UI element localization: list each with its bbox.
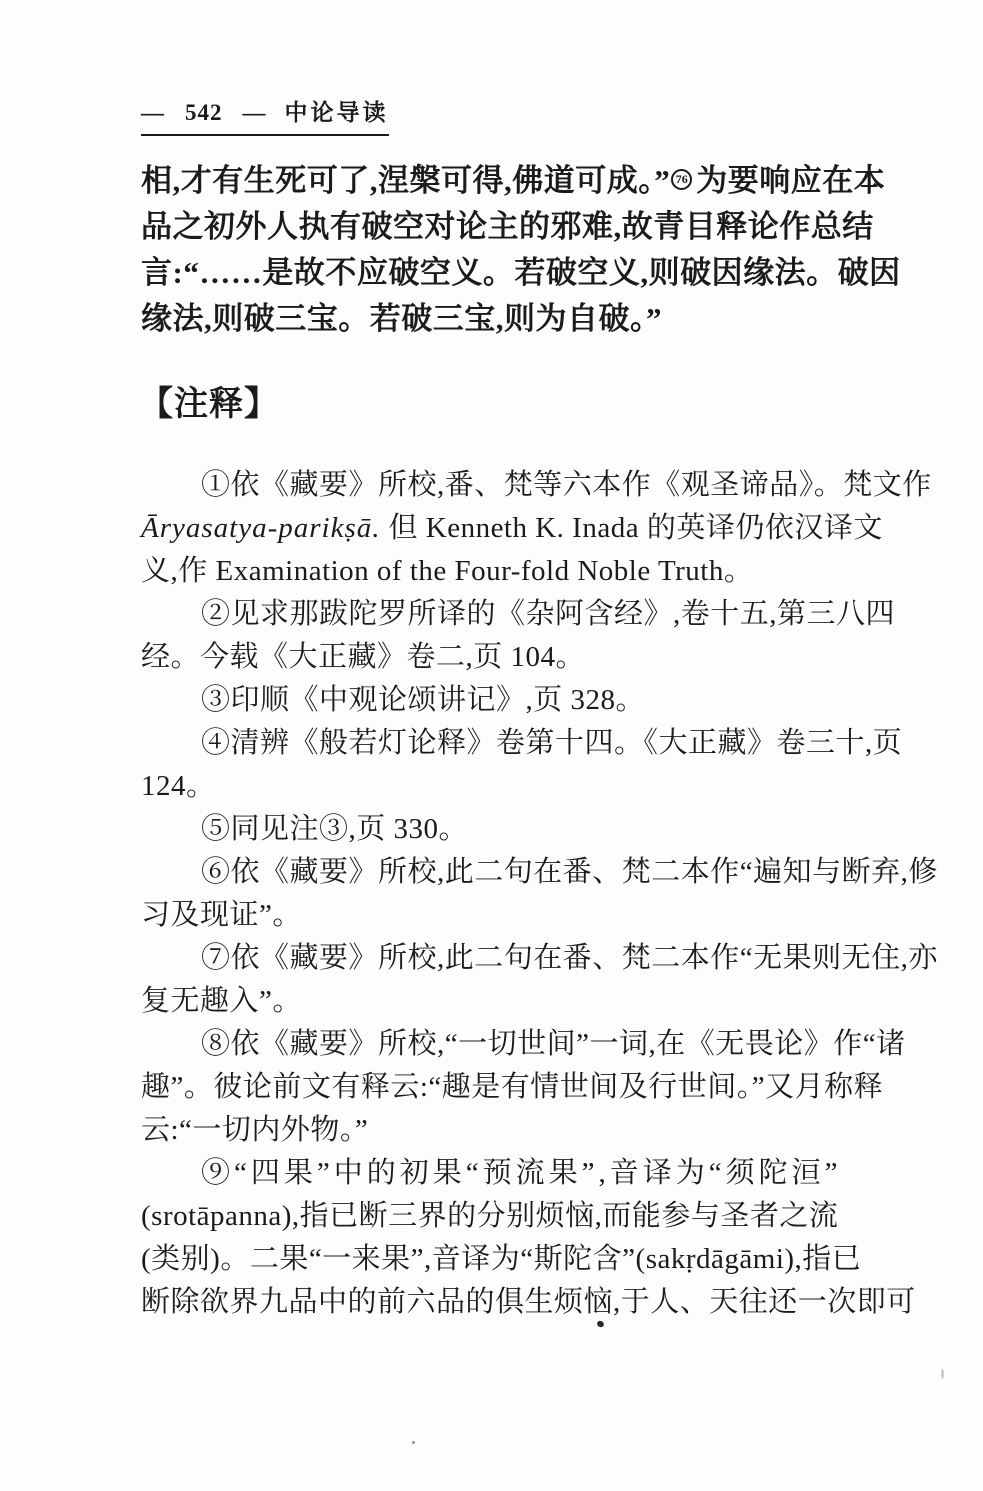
note-item-7 [141,937,938,1023]
note-line: 云:“一切内外物。” [141,1114,369,1146]
running-header [141,94,389,136]
note-ref-superscript: 76 [671,169,692,190]
note-line: ④清辨《般若灯论释》卷第十四。《大正藏》卷三十,页 [201,727,903,759]
note-line: ③印顺《中观论颂讲记》,页 328。 [201,684,646,716]
note-line: 复无趣入”。 [141,985,302,1017]
note-item-6 [141,851,938,937]
paragraph-line: 品之初外人执有破空对论主的邪难,故青目释论作总结 [141,209,874,244]
note-line: ②见求那跋陀罗所译的《杂阿含经》,卷十五,第三八四 [201,598,896,630]
page-number: 542 [185,100,223,125]
note-item-2 [141,593,896,679]
note-item-4 [141,722,903,808]
note-item-1 [141,464,932,593]
notes-section-heading: 【注释】 [139,386,279,423]
note-line: (类别)。二果“一来果”,音译为“斯陀含”(sakṛdāgāmi),指已 [141,1243,862,1275]
header-dash-right: — [242,100,267,125]
paragraph-line [141,158,885,204]
note-line: 习及现证”。 [141,899,302,931]
note-item-9 [141,1152,916,1324]
note-line: ①依《藏要》所校,番、梵等六本作《观圣谛品》。梵文作 [201,469,932,501]
note-line: 义,作 Examination of the Four-fold Noble Truth。 [141,555,754,587]
note-line: (srotāpanna),指已断三界的分别烦恼,而能参与圣者之流 [141,1200,839,1232]
paragraph-line: 缘法,则破三宝。若破三宝,则为自破。” [141,301,662,336]
note-line: ⑥依《藏要》所校,此二句在番、梵二本作“遍知与断弃,修 [201,856,938,888]
note-line [141,507,885,550]
note-line: ⑦依《藏要》所校,此二句在番、梵二本作“无果则无住,亦 [201,942,938,974]
scan-speck [941,1369,944,1379]
note-line: 124。 [141,770,216,802]
sanskrit-title: Āryasatya-parikṣā. [141,512,381,544]
note-text: 但 Kenneth K. Inada 的英译仍依汉译文 [388,512,883,544]
book-title: 中论导读 [284,100,389,125]
note-line: ⑨“四果”中的初果“预流果”,音译为“须陀洹” [201,1157,842,1189]
note-line: ⑧依《藏要》所校,“一切世间”一词,在《无畏论》作“诸 [201,1028,906,1060]
note-item-3 [141,679,885,722]
note-item-8 [141,1023,906,1152]
paragraph-text: 为要响应在本 [696,163,886,198]
paragraph-line: 言:“……是故不应破空义。若破空义,则破因缘法。破因 [141,255,901,290]
body-paragraph [141,158,901,342]
paragraph-text: 相,才有生死可了,涅槃可得,佛道可成。” [141,163,671,198]
note-line: ⑤同见注③,页 330。 [201,813,469,845]
notes-list [141,464,938,1324]
header-dash-left: — [141,100,165,125]
note-item-5 [141,808,885,851]
scan-speck [412,1441,415,1444]
note-line: 趣”。彼论前文有释云:“趣是有情世间及行世间。”又月称释 [141,1071,884,1103]
note-line: 断除欲界九品中的前六品的俱生烦恼,于人、天往还一次即可 [141,1286,916,1318]
note-line: 经。今载《大正藏》卷二,页 104。 [141,641,586,673]
